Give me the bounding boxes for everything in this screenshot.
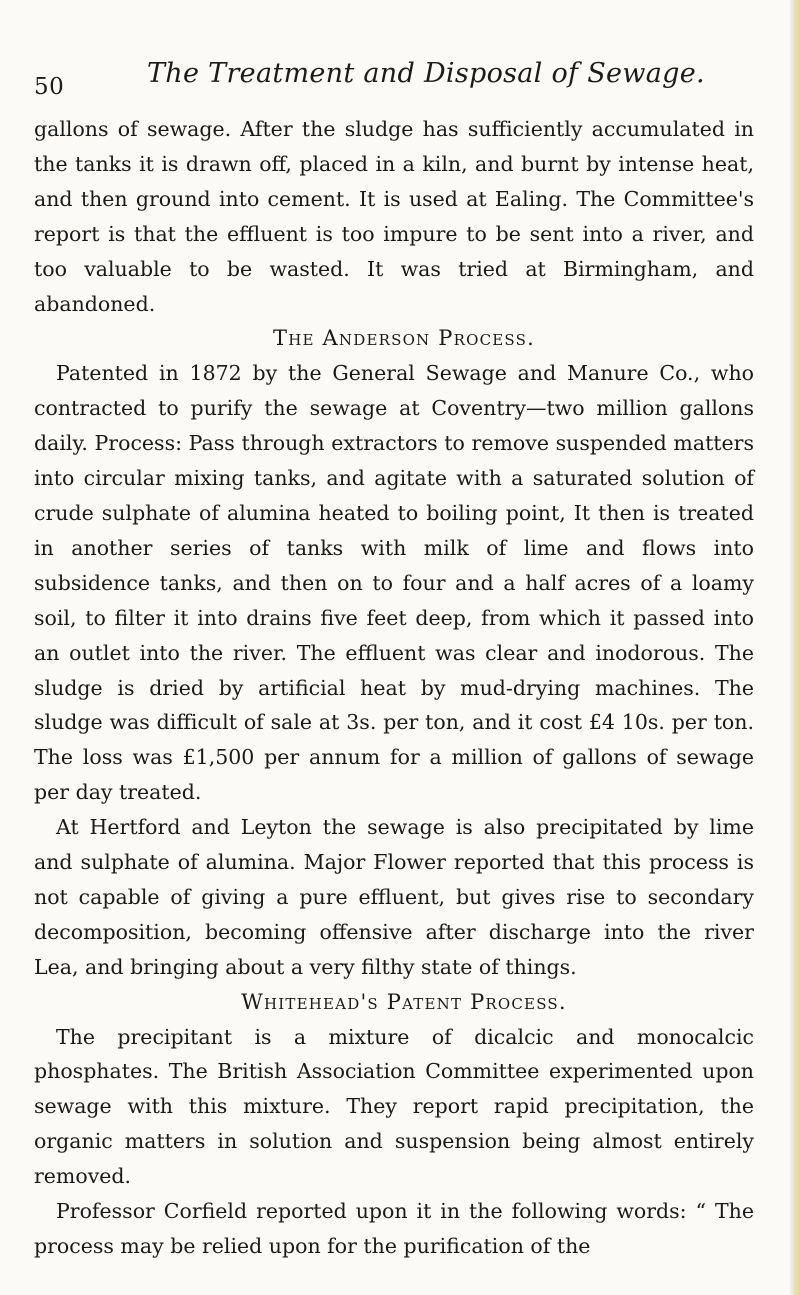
running-title: The Treatment and Disposal of Sewage. (147, 58, 705, 89)
paragraph-whitehead-process: The precipitant is a mixture of dicalcic and monocalcic phosphates. The British Association Committee experimented upon sewage with this mixture. They report rapid precipitation, the organic matters in solution and suspension being almost entirely removed. (34, 1024, 754, 1189)
paragraph-continued: gallons of sewage. After the sludge has sufficiently accumulated in the tanks it is drawn off, placed in a kiln, and burnt by intense heat, and then ground into cement. It is used at Ealing. The Committee's report is that the effluent is too impure to be sent into a river, and too valuable to be wasted. It was tried at Birmingham, and abandoned. (34, 117, 754, 316)
paragraph-hertford-leyton: At Hertford and Leyton the sewage is also precipitated by lime and sulphate of alumina. Major Flower reported that this process is not capable of giving a pure effluent, but gives rise to secondary decomposition, becoming offensive after discharge into the river Lea, and bringing about a very filthy state of things. (34, 815, 754, 979)
body-text (34, 112, 754, 1264)
section-heading-anderson-process: The Anderson Process. (273, 326, 535, 351)
page-edge (790, 0, 800, 1295)
paragraph-corfield: Professor Corfield reported upon it in the following words: “ The process may be relied upon for the purification of the (34, 1199, 754, 1258)
section-heading-whitehead-process: Whitehead's Patent Process. (241, 989, 567, 1014)
page-number: 50 (34, 74, 65, 100)
running-head (34, 58, 754, 98)
paragraph-anderson-process: Patented in 1872 by the General Sewage and Manure Co., who contracted to purify the sewage at Coventry—two million gallons daily. Process: Pass through extractors to remove suspended matters into circular mixing tanks, and agitate with a saturated solution of crude sulphate of alumina heated to boiling point, It then is treated in another series of tanks with milk of lime and flows into subsidence tanks, and then on to four and a half acres of a loamy soil, to filter it into drains five feet deep, from which it passed into an outlet into the river. The effluent was clear and inodorous. The sludge is dried by artificial heat by mud-drying machines. The sludge was difficult of sale at 3s. per ton, and it cost £4 10s. per ton. The loss was £1,500 per annum for a million of gallons of sewage per day treated. (34, 361, 754, 805)
